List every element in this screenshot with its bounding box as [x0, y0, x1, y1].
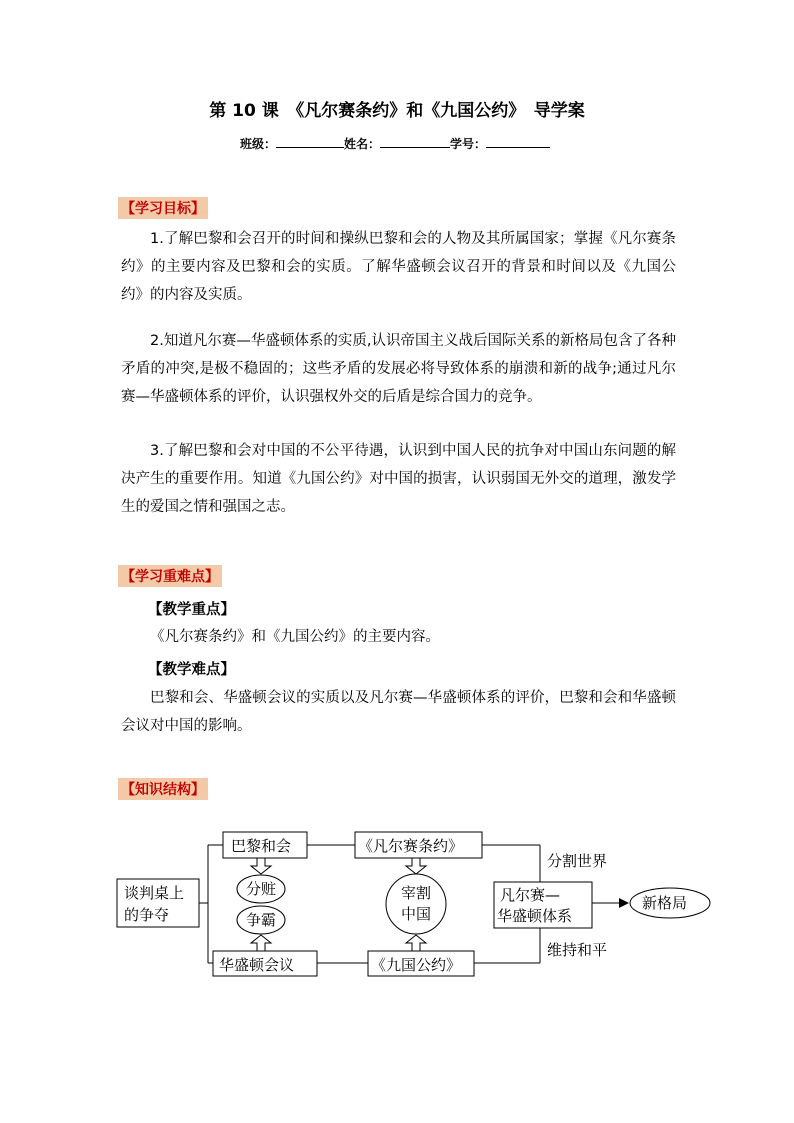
objective-2: 2.知道凡尔赛—华盛顿体系的实质,认识帝国主义战后国际关系的新格局包含了各种矛盾的冲突,是极不稳固的；这些矛盾的发展必将导致体系的崩溃和新的战争;通过凡尔赛—华盛顿体系的评价，认识强权外交的后盾是综合国力的竞争。: [121, 333, 676, 405]
down-arrow-fenzang: [251, 858, 271, 874]
zaige-line-2: 中国: [401, 905, 432, 923]
focus-heading: 【教学重点】: [148, 602, 235, 618]
structure-tag: 【知识结构】: [118, 778, 208, 800]
difficulty-heading: 【教学难点】: [148, 662, 235, 678]
page-title: 第 10 课 《凡尔赛条约》和《九国公约》 导学案: [209, 101, 585, 121]
washington-label: 华盛顿会议: [219, 956, 295, 974]
negotiation-line-1: 谈判桌上: [124, 884, 185, 902]
zaige-circle: [386, 874, 446, 934]
fenzang-label: 分赃: [246, 880, 277, 898]
objectives-tag: 【学习目标】: [118, 197, 208, 219]
down-arrow-zaige: [406, 858, 426, 874]
key-points-tag: 【学习重难点】: [118, 565, 222, 587]
divide-world-label: 分割世界: [547, 852, 608, 870]
nine-power-label: 《九国公约》: [371, 956, 462, 974]
objective-3: 3.了解巴黎和会对中国的不公平待遇，认识到中国人民的抗争对中国山东问题的解决产生的重要作用。知道《九国公约》对中国的损害，认识弱国无外交的道理，激发学生的爱国之情和强国之志。: [121, 443, 676, 515]
objective-1: 1.了解巴黎和会召开的时间和操纵巴黎和会的人物及其所属国家；掌握《凡尔赛条约》的主要内容及巴黎和会的实质。了解华盛顿会议召开的背景和时间以及《九国公约》的内容及实质。: [121, 231, 676, 303]
system-line-1: 凡尔赛—: [500, 886, 561, 904]
zaige-line-1: 宰割: [401, 884, 432, 902]
paris-label: 巴黎和会: [231, 837, 292, 855]
up-arrow-zaige: [406, 935, 426, 951]
maintain-peace-label: 维持和平: [547, 941, 608, 959]
versailles-label: 《凡尔赛条约》: [358, 837, 464, 855]
focus-text: 《凡尔赛条约》和《九国公约》的主要内容。: [150, 629, 440, 645]
name-label: 姓名：: [344, 137, 381, 151]
new-pattern-label: 新格局: [642, 894, 688, 912]
number-label: 学号：: [450, 137, 487, 151]
zhengba-label: 争霸: [246, 911, 277, 929]
difficulty-text: 巴黎和会、华盛顿会议的实质以及凡尔赛—华盛顿体系的评价，巴黎和会和华盛顿会议对中国的影响。: [121, 690, 676, 734]
negotiation-line-2: 的争夺: [124, 906, 170, 924]
class-label: 班级：: [240, 137, 277, 151]
system-line-2: 华盛顿体系: [497, 907, 573, 925]
up-arrow-zhengba: [251, 935, 271, 951]
